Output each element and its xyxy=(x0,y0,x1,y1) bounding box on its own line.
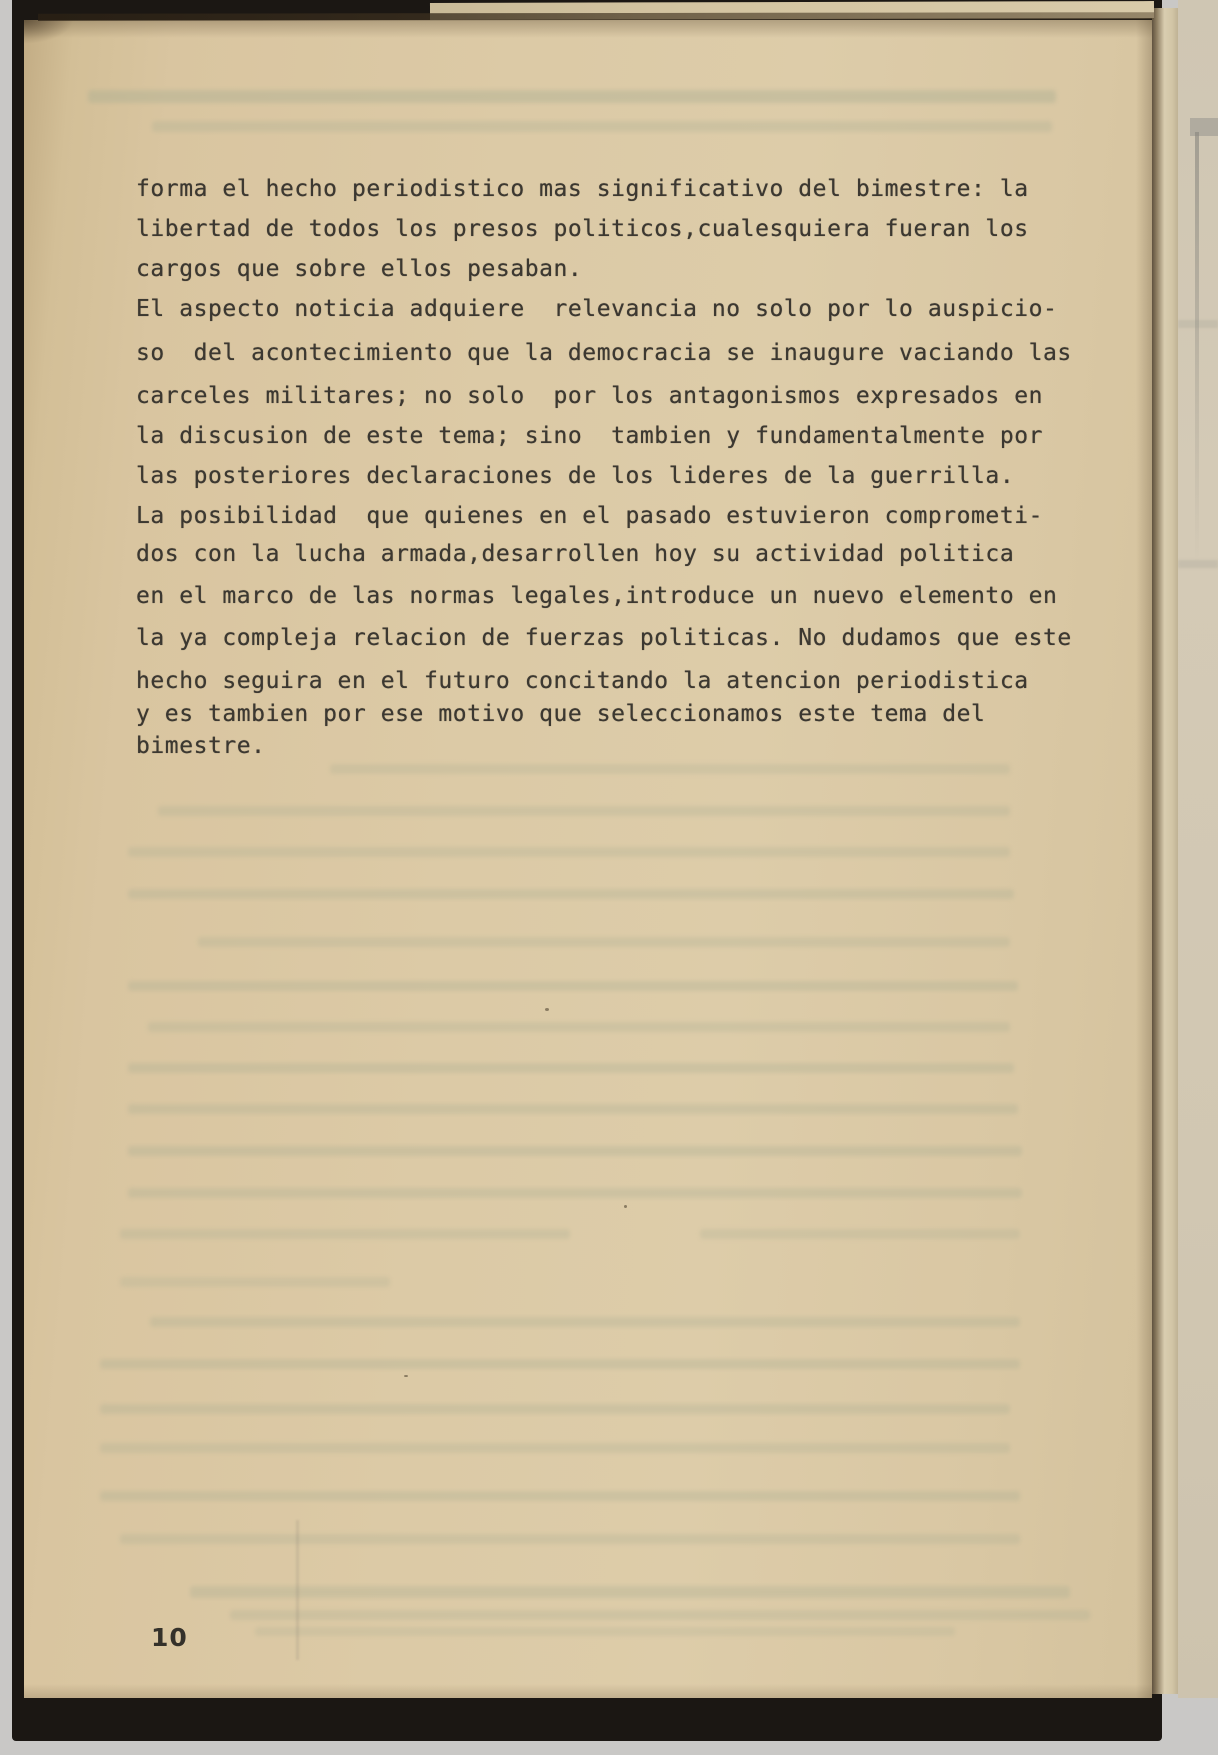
bleed-through-ghost-line xyxy=(100,1359,1020,1369)
bleed-through-ghost-line xyxy=(230,1610,1090,1620)
bleed-through-ghost-line xyxy=(120,1534,1020,1544)
paper-sheet xyxy=(24,20,1152,1698)
bleed-through-ghost-line xyxy=(150,1317,1020,1327)
paper-speck xyxy=(545,1008,549,1011)
text-line: dos con la lucha armada,desarrollen hoy su actividad politica xyxy=(136,541,1015,567)
paper-crease xyxy=(296,1520,299,1660)
page-number: 10 xyxy=(151,1623,188,1652)
bleed-through-ghost-line xyxy=(152,121,1052,132)
bleed-through-ghost-line xyxy=(100,1443,1010,1453)
bleed-through-ghost-line xyxy=(100,1404,1010,1414)
text-line: El aspecto noticia adquiere relevancia no solo por lo auspicio- xyxy=(136,296,1058,322)
adjacent-page-streak xyxy=(1178,320,1218,328)
bleed-through-ghost-line xyxy=(700,1229,1020,1239)
text-line: carceles militares; no solo por los antagonismos expresados en xyxy=(136,383,1044,409)
adjacent-page-edge xyxy=(1178,0,1218,1698)
bleed-through-ghost-line xyxy=(128,847,1010,857)
text-line: so del acontecimiento que la democracia se inaugure vaciando las xyxy=(136,340,1072,366)
text-line: hecho seguira en el futuro concitando la atencion periodistica xyxy=(136,668,1029,694)
bleed-through-ghost-line xyxy=(128,1104,1018,1114)
bleed-through-ghost-line xyxy=(148,1022,1010,1032)
bleed-through-ghost-line xyxy=(128,981,1018,991)
bleed-through-ghost-line xyxy=(198,937,1010,947)
bleed-through-ghost-line xyxy=(128,1063,1014,1073)
text-line: las posteriores declaraciones de los lideres de la guerrilla. xyxy=(136,463,1015,489)
paper-speck xyxy=(404,1375,408,1377)
bleed-through-ghost-line xyxy=(330,764,1010,774)
bleed-through-ghost-line xyxy=(158,806,1010,816)
text-line: en el marco de las normas legales,introduce un nuevo elemento en xyxy=(136,583,1058,609)
adjacent-page-rule xyxy=(1195,132,1199,562)
bleed-through-ghost-line xyxy=(100,1491,1020,1501)
adjacent-page-streak xyxy=(1178,560,1218,568)
text-line: y es tambien por ese motivo que seleccionamos este tema del xyxy=(136,701,986,727)
bleed-through-ghost-line xyxy=(120,1229,570,1239)
text-line: libertad de todos los presos politicos,cualesquiera fueran los xyxy=(136,216,1029,242)
bleed-through-ghost-line xyxy=(190,1586,1070,1598)
text-line: la ya compleja relacion de fuerzas politicas. No dudamos que este xyxy=(136,625,1072,651)
bleed-through-ghost-line xyxy=(120,1277,390,1287)
text-line: forma el hecho periodistico mas significativo del bimestre: la xyxy=(136,176,1029,202)
bleed-through-ghost-line xyxy=(128,889,1014,899)
bleed-through-ghost-line xyxy=(255,1627,955,1636)
text-line: bimestre. xyxy=(136,733,266,759)
text-line: La posibilidad que quienes en el pasado estuvieron comprometi- xyxy=(136,503,1044,529)
paper-speck xyxy=(624,1205,627,1208)
bleed-through-ghost-line xyxy=(88,90,1056,103)
bleed-through-ghost-line xyxy=(128,1146,1022,1156)
page-fore-edge xyxy=(1152,8,1178,1694)
text-line: cargos que sobre ellos pesaban. xyxy=(136,256,583,282)
text-line: la discusion de este tema; sino tambien y fundamentalmente por xyxy=(136,423,1044,449)
bleed-through-ghost-line xyxy=(128,1188,1022,1198)
